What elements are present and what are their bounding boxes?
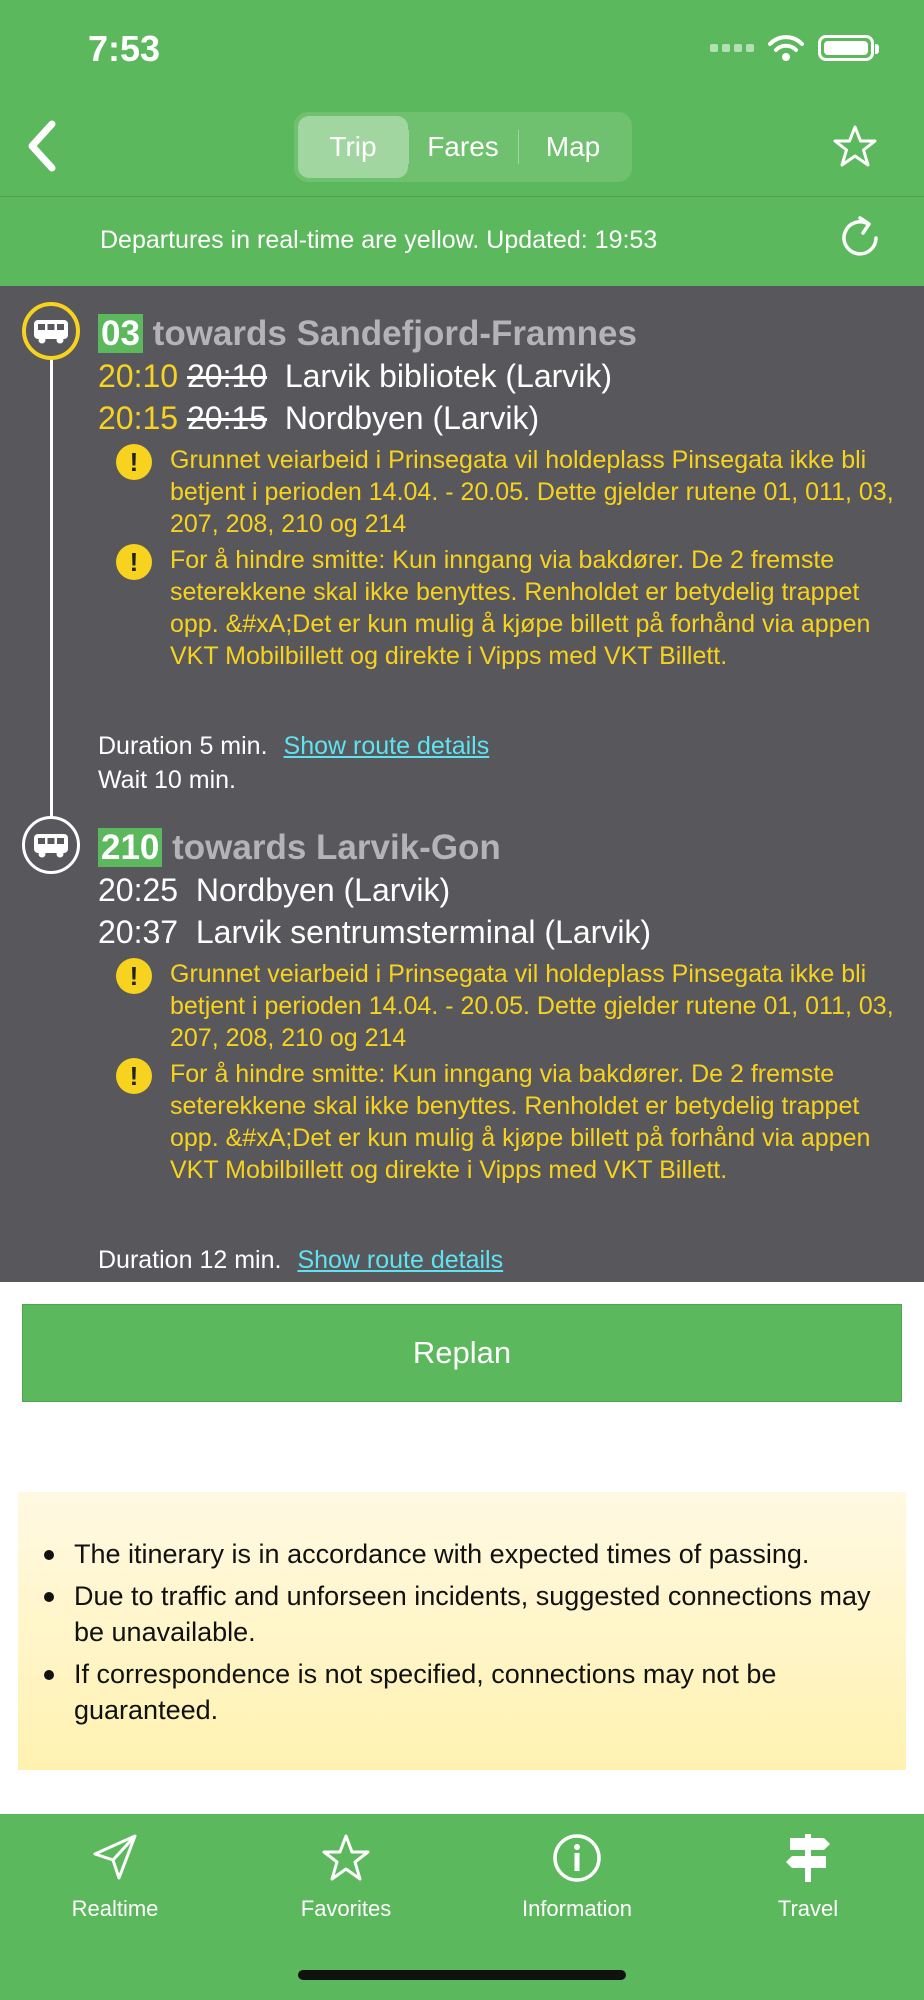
warning-text: For å hindre smitte: Kun inngang via bakdører. De 2 fremste seterekkene skal ikke benyttes. Renholdet er betydelig trappet opp. &#xA;Det er kun mulig å kjøpe billett på forhånd via appen VKT Mobilbillett og direkte i Vipps med VKT Billett. xyxy=(170,1060,871,1184)
tab-travel[interactable] xyxy=(708,1832,908,1942)
wait-text: Wait 10 min. xyxy=(98,766,237,794)
leg-title xyxy=(98,828,501,868)
stop-name: Larvik bibliotek (Larvik) xyxy=(284,358,613,394)
notice-item: Due to traffic and unforseen incidents, suggested connections may be unavailable. xyxy=(74,1578,884,1650)
warning-icon: ! xyxy=(116,1058,152,1094)
tab-label: Realtime xyxy=(71,1896,159,1921)
tab-label: Information xyxy=(521,1896,633,1921)
stop-row xyxy=(98,914,651,951)
realtime-time: 20:15 xyxy=(98,400,179,436)
notice-list xyxy=(74,1536,884,1734)
duration-text: Duration 12 min. xyxy=(98,1246,282,1274)
replan-button[interactable]: Replan xyxy=(22,1304,902,1402)
status-time: 7:53 xyxy=(88,28,161,69)
realtime-info-text: Departures in real-time are yellow. Updated: 19:53 xyxy=(100,226,658,254)
departure-time: 20:25 xyxy=(98,872,179,908)
tab-trip[interactable]: Trip xyxy=(298,116,408,178)
tab-label: Travel xyxy=(777,1896,839,1921)
realtime-time: 20:10 xyxy=(98,358,179,394)
stop-row xyxy=(98,358,612,395)
leg-duration xyxy=(98,1246,503,1275)
stop-row xyxy=(98,400,539,437)
warning-icon: ! xyxy=(116,544,152,580)
status-icons xyxy=(710,34,874,62)
tab-information[interactable] xyxy=(477,1832,677,1942)
nav-header xyxy=(0,0,924,196)
favorite-star-icon[interactable] xyxy=(832,124,878,170)
navigation-arrow-icon xyxy=(89,1832,141,1884)
back-chevron-icon[interactable] xyxy=(22,118,62,174)
leg-destination: towards Larvik-Gon xyxy=(172,828,501,867)
tab-fares[interactable]: Fares xyxy=(408,116,518,178)
tab-map[interactable]: Map xyxy=(518,116,628,178)
timeline-connector xyxy=(50,350,53,840)
signpost-icon xyxy=(782,1832,834,1884)
arrival-time: 20:37 xyxy=(98,914,179,950)
segmented-control xyxy=(294,112,632,182)
stop-row xyxy=(98,872,450,909)
line-number-badge: 03 xyxy=(98,314,143,353)
home-indicator xyxy=(298,1970,626,1980)
tab-realtime[interactable] xyxy=(15,1832,215,1942)
trip-section xyxy=(0,286,924,1282)
refresh-icon[interactable] xyxy=(838,212,884,262)
warning-icon: ! xyxy=(116,958,152,994)
notice-item: The itinerary is in accordance with expected times of passing. xyxy=(74,1536,884,1572)
warning-text: Grunnet veiarbeid i Prinsegata vil holdeplass Pinsegata ikke bli betjent i perioden 14.04. - 20.05. Dette gjelder rutene 01, 011, 03, 207, 208, 210 og 214 xyxy=(170,446,894,538)
battery-icon xyxy=(818,35,874,61)
stop-name: Larvik sentrumsterminal (Larvik) xyxy=(195,914,652,950)
warning-icon: ! xyxy=(116,444,152,480)
leg-duration xyxy=(98,732,489,761)
show-route-details-link[interactable]: Show route details xyxy=(297,1246,504,1274)
warning-text: Grunnet veiarbeid i Prinsegata vil holdeplass Pinsegata ikke bli betjent i perioden 14.04. - 20.05. Dette gjelder rutene 01, 011, 03, 207, 208, 210 og 214 xyxy=(170,960,894,1052)
star-icon xyxy=(320,1832,372,1884)
line-number-badge: 210 xyxy=(98,828,162,867)
leg-title xyxy=(98,314,637,354)
notice-item: If correspondence is not specified, connections may not be guaranteed. xyxy=(74,1656,884,1728)
leg-destination: towards Sandefjord-Framnes xyxy=(152,314,637,353)
stop-name: Nordbyen (Larvik) xyxy=(284,400,540,436)
stop-name: Nordbyen (Larvik) xyxy=(195,872,451,908)
signal-icon xyxy=(710,44,754,52)
tab-label: Favorites xyxy=(300,1896,392,1921)
duration-text: Duration 5 min. xyxy=(98,732,268,760)
scheduled-time: 20:15 xyxy=(186,400,268,436)
itinerary-notice xyxy=(18,1492,906,1770)
warning-text: For å hindre smitte: Kun inngang via bakdører. De 2 fremste seterekkene skal ikke benyttes. Renholdet er betydelig trappet opp. &#xA;Det er kun mulig å kjøpe billett på forhånd via appen VKT Mobilbillett og direkte i Vipps med VKT Billett. xyxy=(170,546,871,670)
tab-favorites[interactable] xyxy=(246,1832,446,1942)
show-route-details-link[interactable]: Show route details xyxy=(283,732,490,760)
scheduled-time: 20:10 xyxy=(186,358,268,394)
bus-icon xyxy=(22,302,80,360)
wifi-icon xyxy=(768,34,804,62)
info-icon xyxy=(551,1832,603,1884)
bus-icon xyxy=(22,816,80,874)
